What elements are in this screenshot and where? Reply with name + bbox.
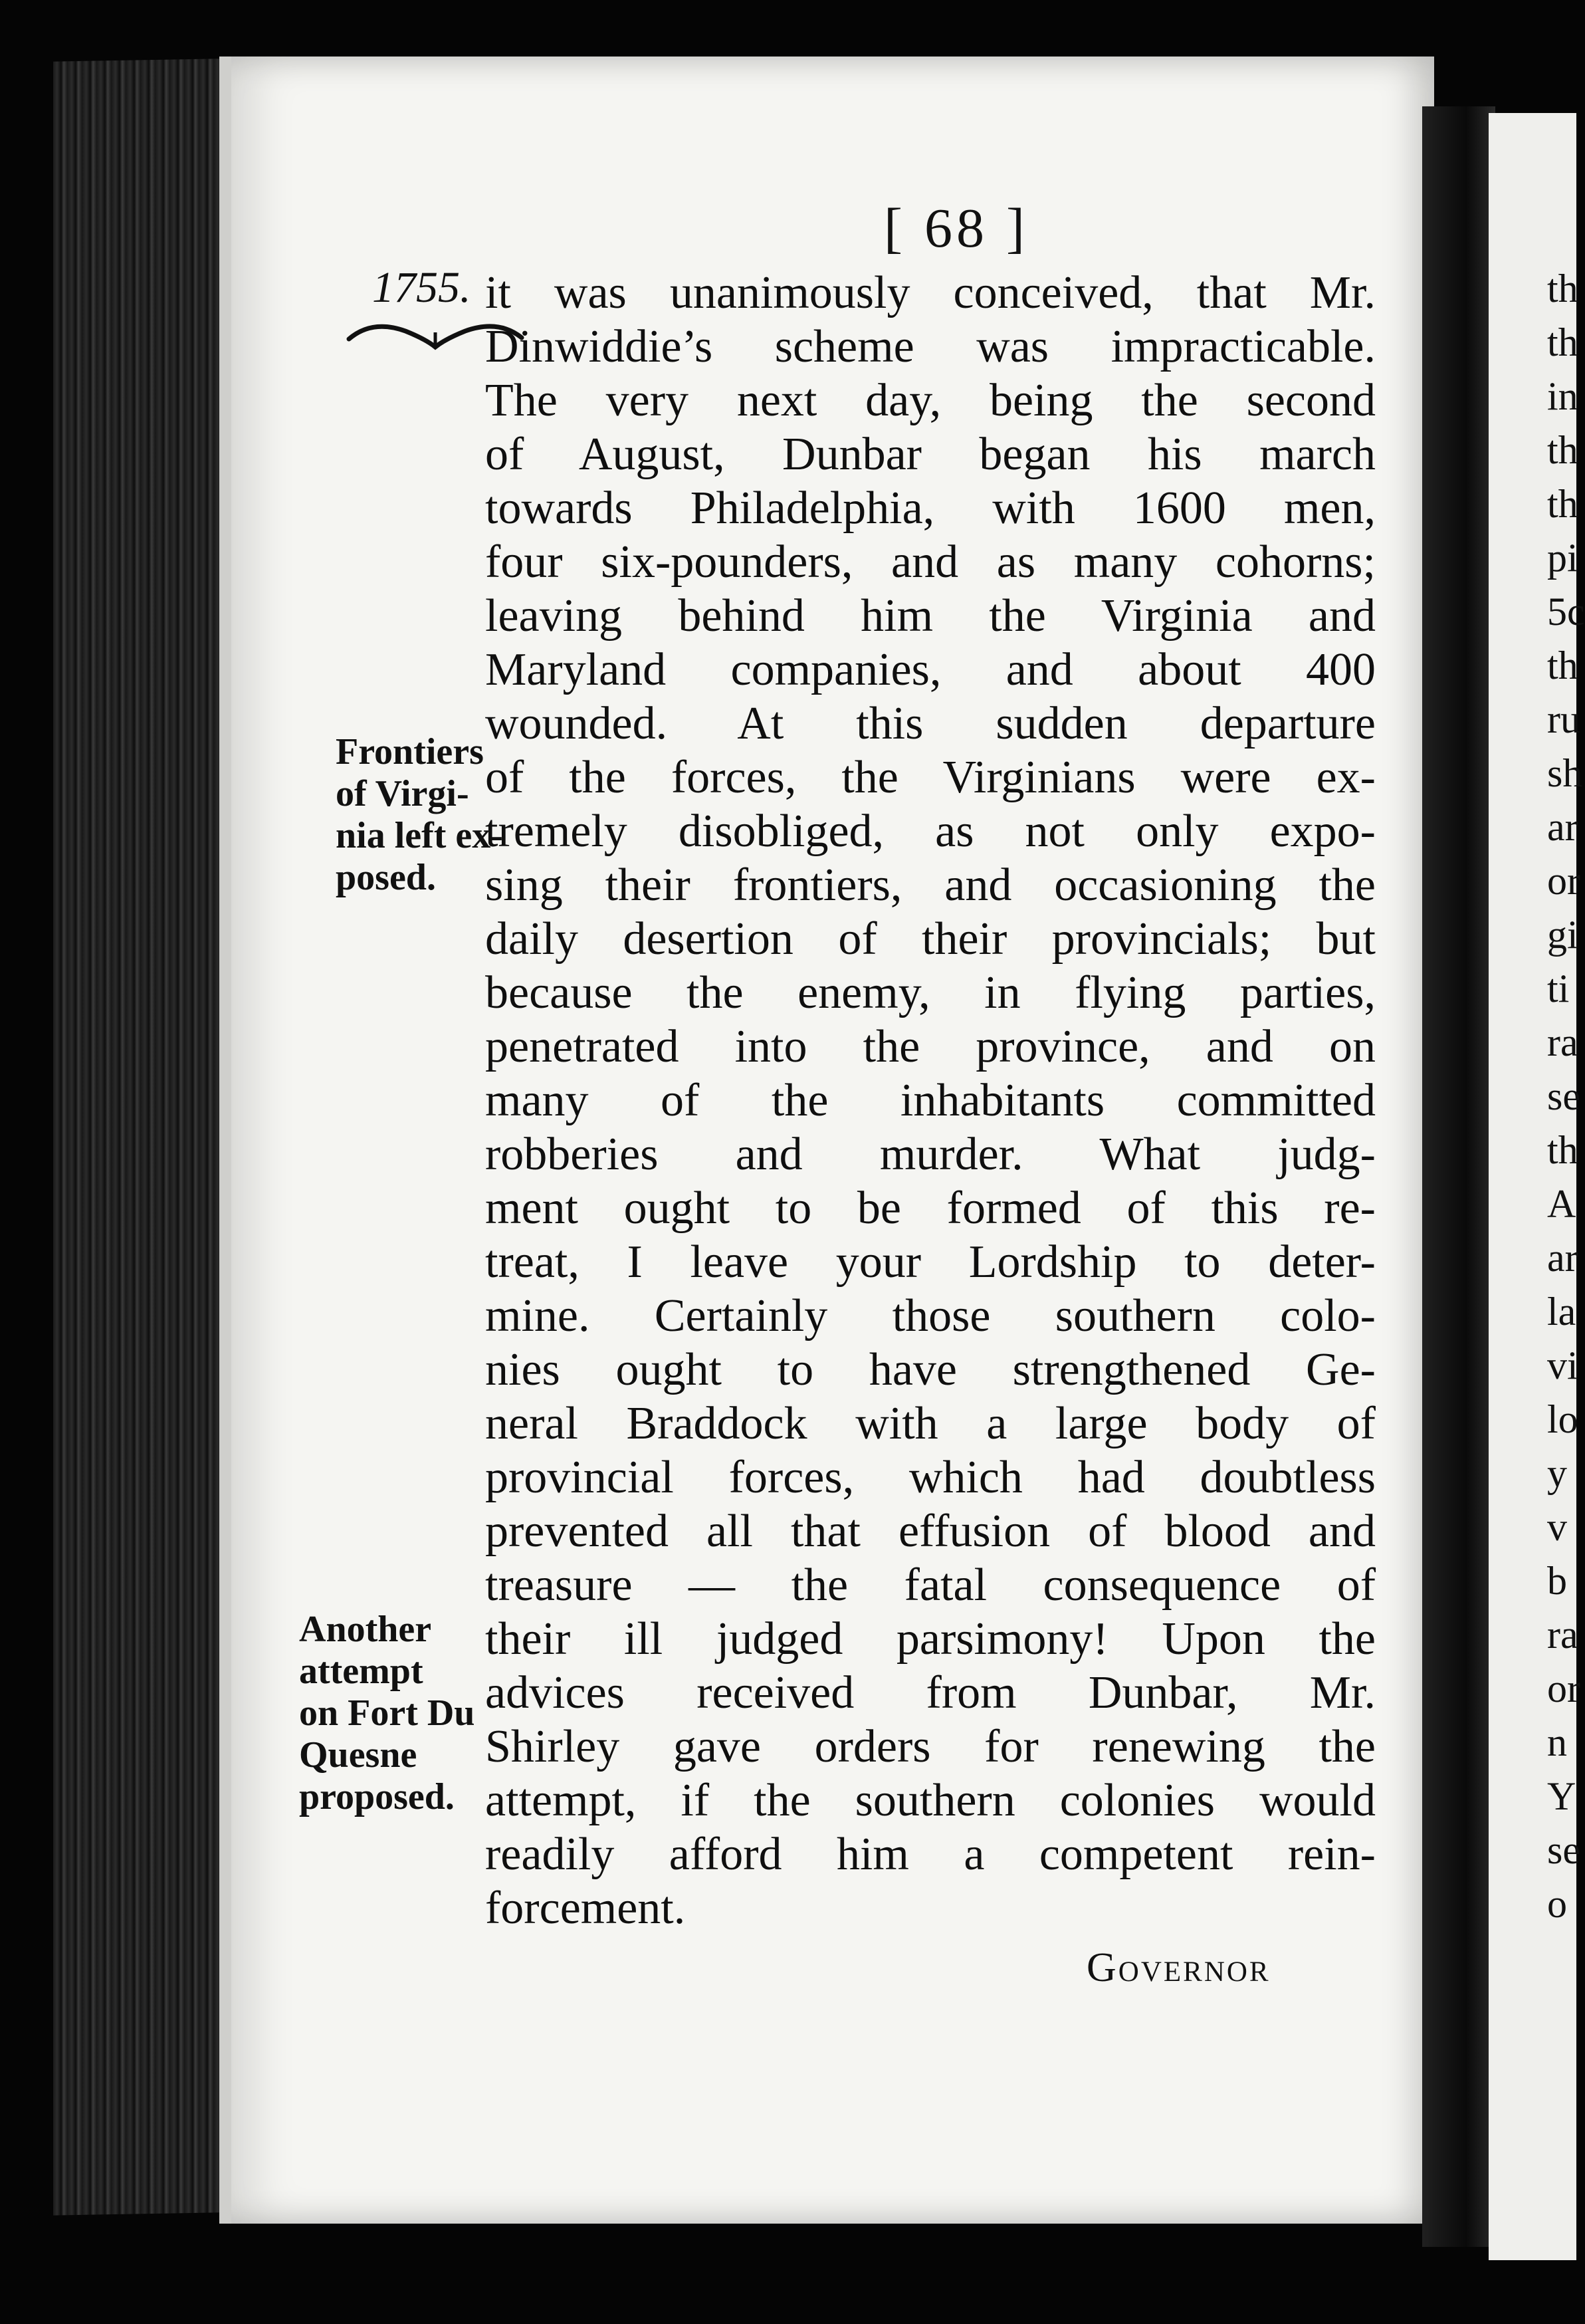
body-line: it was unanimously conceived, that Mr. <box>485 267 1376 318</box>
facing-page-fragment: 5c <box>1547 590 1585 634</box>
bleed-through-text <box>352 1070 459 1243</box>
catchword: Governor <box>1087 1945 1271 1990</box>
facing-page-fragment: se <box>1547 1828 1580 1872</box>
facing-page-fragment: b <box>1547 1559 1567 1603</box>
facing-page-fragment: th <box>1547 482 1578 526</box>
body-line: four six-pounders, and as many cohorns; <box>485 536 1376 588</box>
body-line: sing their frontiers, and occasioning the <box>485 860 1376 911</box>
margin-note-frontiers <box>336 731 503 899</box>
facing-page-fragment: v <box>1547 1505 1567 1549</box>
body-line: of the forces, the Virginians were ex- <box>485 752 1376 803</box>
body-line: ment ought to be formed of this re- <box>485 1183 1376 1234</box>
facing-page-fragment: lo <box>1547 1397 1578 1441</box>
margin-note-line: attempt <box>299 1651 423 1692</box>
body-line: attempt, if the southern colonies would <box>485 1775 1376 1826</box>
facing-page-fragment: th <box>1547 643 1578 687</box>
facing-page-fragment: pi <box>1547 536 1578 580</box>
body-line: treasure — the fatal consequence of <box>485 1560 1376 1611</box>
margin-note-line: posed. <box>336 857 436 898</box>
facing-page-fragment: n <box>1547 1720 1567 1764</box>
facing-page-fragment: vi <box>1547 1343 1578 1387</box>
body-line: advices received from Dunbar, Mr. <box>485 1667 1376 1718</box>
facing-page-fragment: la <box>1547 1290 1576 1334</box>
facing-page-fragment: in <box>1547 374 1578 418</box>
facing-page-fragment: ar <box>1547 1236 1578 1280</box>
body-line: treat, I leave your Lordship to deter- <box>485 1236 1376 1288</box>
facing-page-fragment: th <box>1547 1128 1578 1172</box>
body-line: prevented all that effusion of blood and <box>485 1506 1376 1557</box>
facing-page-fragment: ar <box>1547 805 1578 849</box>
margin-note-line: Another <box>299 1609 432 1650</box>
body-line: wounded. At this sudden departure <box>485 698 1376 749</box>
facing-page-fragment: Y <box>1547 1774 1576 1818</box>
body-line: because the enemy, in flying parties, <box>485 967 1376 1018</box>
margin-note-another-attempt <box>299 1609 475 1818</box>
margin-note-line: proposed. <box>299 1776 455 1817</box>
body-line: of August, Dunbar began his march <box>485 429 1376 480</box>
facing-page-fragment: th <box>1547 267 1578 310</box>
facing-page-fragment: gi <box>1547 913 1578 957</box>
body-line: their ill judged parsimony! Upon the <box>485 1613 1376 1665</box>
body-line: towards Philadelphia, with 1600 men, <box>485 483 1376 534</box>
margin-note-line: Frontiers <box>336 731 484 772</box>
body-line: robberies and murder. What judg- <box>485 1129 1376 1180</box>
facing-page-fragment: or <box>1547 859 1580 903</box>
facing-page-fragment: th <box>1547 320 1578 364</box>
body-line: readily afford him a competent rein- <box>485 1829 1376 1880</box>
facing-page-fragment: th <box>1547 428 1578 472</box>
facing-page-fragment: or <box>1547 1667 1580 1710</box>
facing-page-fragment: ti <box>1547 967 1570 1010</box>
facing-page-fragment: ra <box>1547 1613 1578 1657</box>
margin-note-line: of Virgi- <box>336 773 469 814</box>
body-line: leaving behind him the Virginia and <box>485 590 1376 641</box>
body-line: mine. Certainly those southern colo- <box>485 1290 1376 1341</box>
margin-note-line: nia left ex- <box>336 815 503 856</box>
body-line: daily desertion of their provincials; but <box>485 913 1376 965</box>
body-line: forcement. <box>485 1883 686 1934</box>
facing-page-fragment: o <box>1547 1882 1567 1926</box>
body-line: neral Braddock with a large body of <box>485 1398 1376 1449</box>
margin-note-line: Quesne <box>299 1734 417 1776</box>
body-text <box>485 266 1376 1935</box>
margin-note-line: on Fort Du <box>299 1692 475 1734</box>
facing-page-fragment: ra <box>1547 1020 1578 1064</box>
body-line: penetrated into the province, and on <box>485 1021 1376 1072</box>
page-gutter <box>1422 106 1495 2247</box>
body-line: tremely disobliged, as not only expo- <box>485 806 1376 857</box>
page-number: [ 68 ] <box>884 197 1029 259</box>
body-line: provincial forces, which had doubtless <box>485 1452 1376 1503</box>
facing-page-edge <box>1489 113 1585 2260</box>
facing-page-fragment: A <box>1547 1182 1576 1226</box>
body-line: The very next day, being the second <box>485 375 1376 426</box>
facing-page-fragment: se <box>1547 1074 1580 1118</box>
facing-page-fragment: sh <box>1547 751 1583 795</box>
margin-year: 1755. <box>372 263 471 312</box>
body-line: Dinwiddie’s scheme was impracticable. <box>485 321 1376 372</box>
body-line: many of the inhabitants committed <box>485 1075 1376 1126</box>
body-line: nies ought to have strengthened Ge- <box>485 1344 1376 1395</box>
facing-page-fragment: ru <box>1547 697 1580 741</box>
facing-page-fragment: y <box>1547 1451 1567 1495</box>
body-line: Shirley gave orders for renewing the <box>485 1721 1376 1772</box>
body-line: Maryland companies, and about 400 <box>485 644 1376 695</box>
